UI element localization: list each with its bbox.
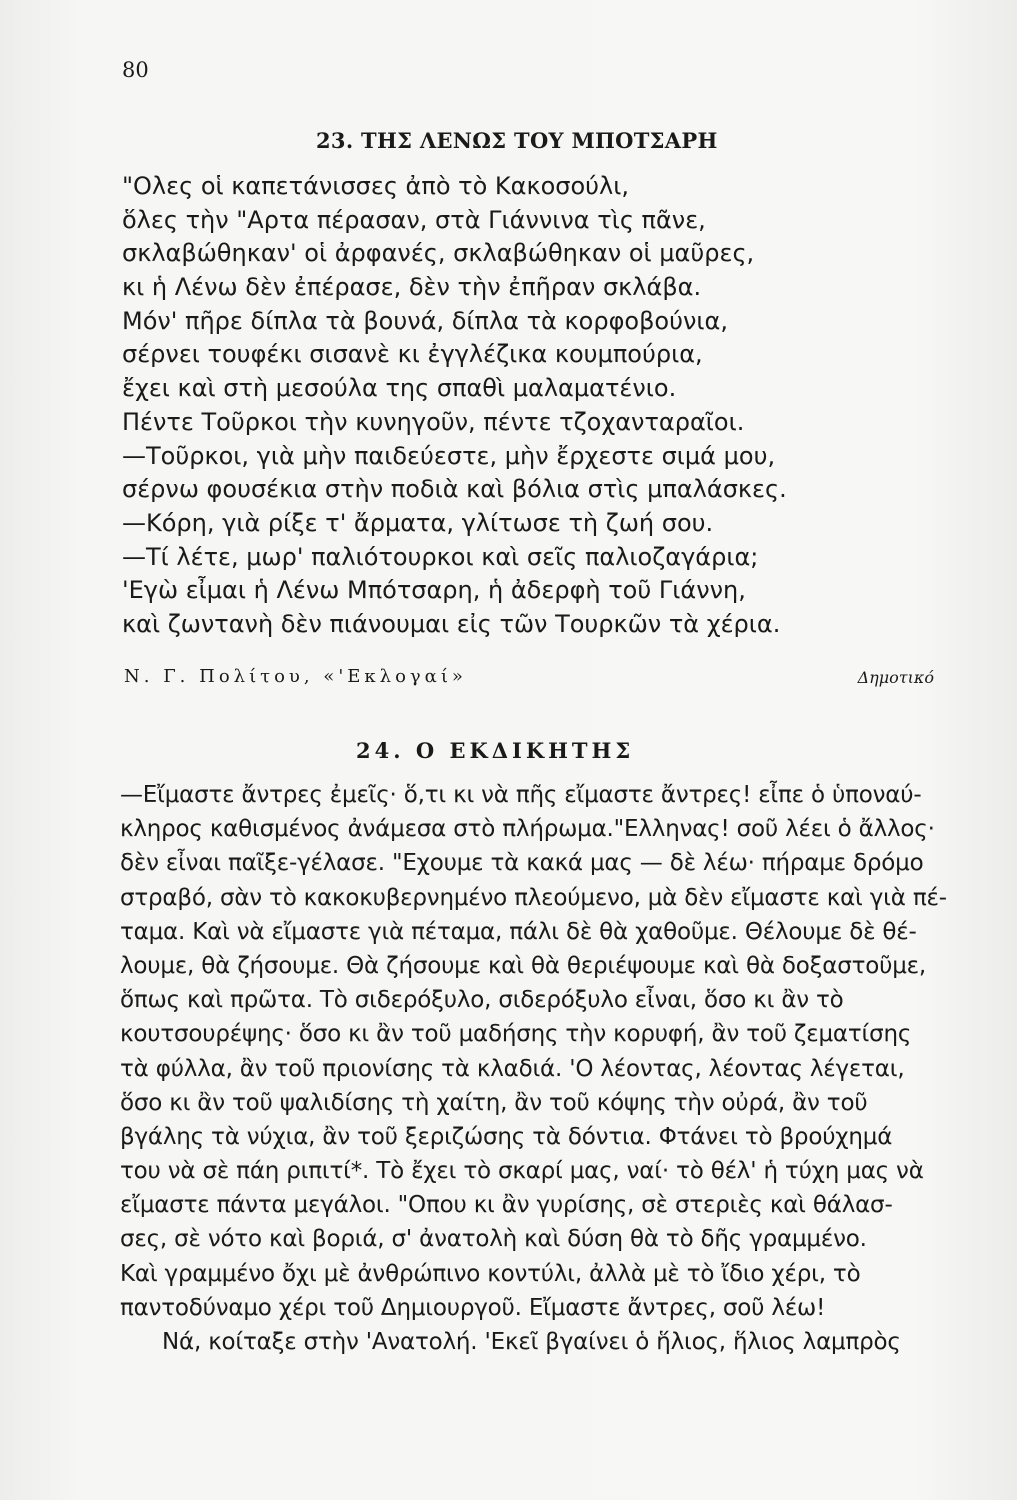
page-number: 80 [122, 58, 149, 82]
poem-line: σκλαβώθηκαν' οἱ ἀρφανές, σκλαβώθηκαν οἱ μαῦρες, [122, 239, 755, 268]
prose-line: —Εἴμαστε ἄντρες ἐμεῖς· ὅ,τι κι νὰ πῆς εἴμαστε ἄντρες! εἶπε ὁ ὑποναύ- [120, 782, 922, 808]
poem-title: 23. ΤΗΣ ΛΕΝΩΣ ΤΟΥ ΜΠΟΤΣΑΡΗ [316, 128, 718, 153]
poem-line: Μόν' πῆρε δίπλα τὰ βουνά, δίπλα τὰ κορφοβούνια, [122, 306, 728, 335]
prose-line: τὰ φύλλα, ἂν τοῦ πριονίσης τὰ κλαδιά. 'Ο λέοντας, λέοντας λέγεται, [120, 1055, 905, 1082]
poem-text [122, 170, 902, 642]
prose-line: δὲν εἶναι παῖξε-γέλασε. "Εχουμε τὰ κακά μας — δὲ λέω· πήραμε δρόμο [120, 850, 924, 877]
poem-line: ὅλες τὴν "Αρτα πέρασαν, στὰ Γιάννινα τὶς πᾶνε, [122, 205, 706, 234]
poem-line: ἔχει καὶ στὴ μεσούλα της σπαθὶ μαλαματένιο. [122, 374, 677, 403]
poem-line: —Κόρη, γιὰ ρίξε τ' ἄρματα, γλίτωσε τὴ ζωή σου. [122, 508, 714, 537]
poem-line: καὶ ζωντανὴ δὲν πιάνουμαι εἰς τῶν Τουρκῶν τὰ χέρια. [122, 609, 781, 638]
poem-line: σέρνω φουσέκια στὴν ποδιὰ καὶ βόλια στὶς μπαλάσκες. [122, 475, 787, 504]
poem-line: σέρνει τουφέκι σισανὲ κι ἐγγλέζικα κουμπούρια, [122, 340, 703, 369]
section-title: 24. Ο ΕΚΔΙΚΗΤΗΣ [356, 738, 635, 763]
prose-text [120, 778, 972, 1359]
poem-line: 'Εγὼ εἶμαι ἡ Λένω Μπότσαρη, ἡ ἀδερφὴ τοῦ Γιάννη, [122, 576, 746, 605]
prose-line: Νά, κοίταξε στὴν 'Ανατολή. 'Εκεῖ βγαίνει ὁ ἥλιος, ἥλιος λαμπρὸς [162, 1329, 901, 1355]
poem-line: κι ἡ Λένω δὲν ἐπέρασε, δὲν τὴν ἐπῆραν σκλάβα. [122, 273, 702, 302]
prose-line: ὅπως καὶ πρῶτα. Τὸ σιδερόξυλο, σιδερόξυλο εἶναι, ὅσο κι ἂν τὸ [120, 987, 844, 1014]
prose-line: στραβό, σὰν τὸ κακοκυβερνημένο πλεούμενο, μὰ δὲν εἴμαστε καὶ γιὰ πέ- [120, 884, 947, 911]
poem-line: —Τί λέτε, μωρ' παλιότουρκοι καὶ σεῖς παλιοζαγάρια; [122, 542, 759, 571]
poem-line: "Ολες οἱ καπετάνισσες ἀπὸ τὸ Κακοσούλι, [122, 172, 630, 200]
poem-citation [124, 666, 934, 696]
poem-line: Πέντε Τοῦρκοι τὴν κυνηγοῦν, πέντε τζοχανταραῖοι. [122, 407, 745, 436]
prose-line: παντοδύναμο χέρι τοῦ Δημιουργοῦ. Εἴμαστε ἄντρες, σοῦ λέω! [120, 1294, 826, 1321]
poem-line: —Τοῦρκοι, γιὰ μὴν παιδεύεστε, μὴν ἔρχεστε σιμά μου, [122, 441, 776, 470]
prose-line: κληρος καθισμένος ἀνάμεσα στὸ πλήρωμα."Ελληνας! σοῦ λέει ὁ ἄλλος· [120, 816, 935, 843]
prose-line: ταμα. Καὶ νὰ εἴμαστε γιὰ πέταμα, πάλι δὲ θὰ χαθοῦμε. Θέλουμε δὲ θέ- [120, 918, 917, 945]
prose-line: λουμε, θὰ ζήσουμε. Θὰ ζήσουμε καὶ θὰ θεριέψουμε καὶ θὰ δοξαστοῦμε, [120, 952, 927, 979]
citation-source: Ν. Γ. Πολίτου, «'Εκλογαί» [124, 666, 467, 687]
prose-line: εἴμαστε πάντα μεγάλοι. "Οπου κι ἂν γυρίσης, σὲ στεριὲς καὶ θάλασ- [120, 1192, 893, 1219]
prose-line: κουτσουρέψης· ὅσο κι ἂν τοῦ μαδήσης τὴν κορυφή, ἂν τοῦ ζεματίσης [120, 1021, 912, 1048]
prose-line: σες, σὲ νότο καὶ βοριά, σ' ἀνατολὴ καὶ δύση θὰ τὸ δῆς γραμμένο. [120, 1226, 867, 1253]
prose-line: Καὶ γραμμένο ὄχι μὲ ἀνθρώπινο κοντύλι, ἀλλὰ μὲ τὸ ἴδιο χέρι, τὸ [120, 1260, 861, 1287]
prose-line: βγάλης τὰ νύχια, ἂν τοῦ ξεριζώσης τὰ δόντια. Φτάνει τὸ βρούχημά [120, 1123, 893, 1150]
prose-line: του νὰ σὲ πάη ριπιτί*. Τὸ ἔχει τὸ σκαρί μας, ναί· τὸ θέλ' ἡ τύχη μας νὰ [120, 1158, 924, 1185]
citation-genre: Δημοτικό [857, 668, 934, 687]
prose-line: ὅσο κι ἂν τοῦ ψαλιδίσης τὴ χαίτη, ἂν τοῦ κόψης τὴν οὐρά, ἂν τοῦ [120, 1089, 868, 1116]
